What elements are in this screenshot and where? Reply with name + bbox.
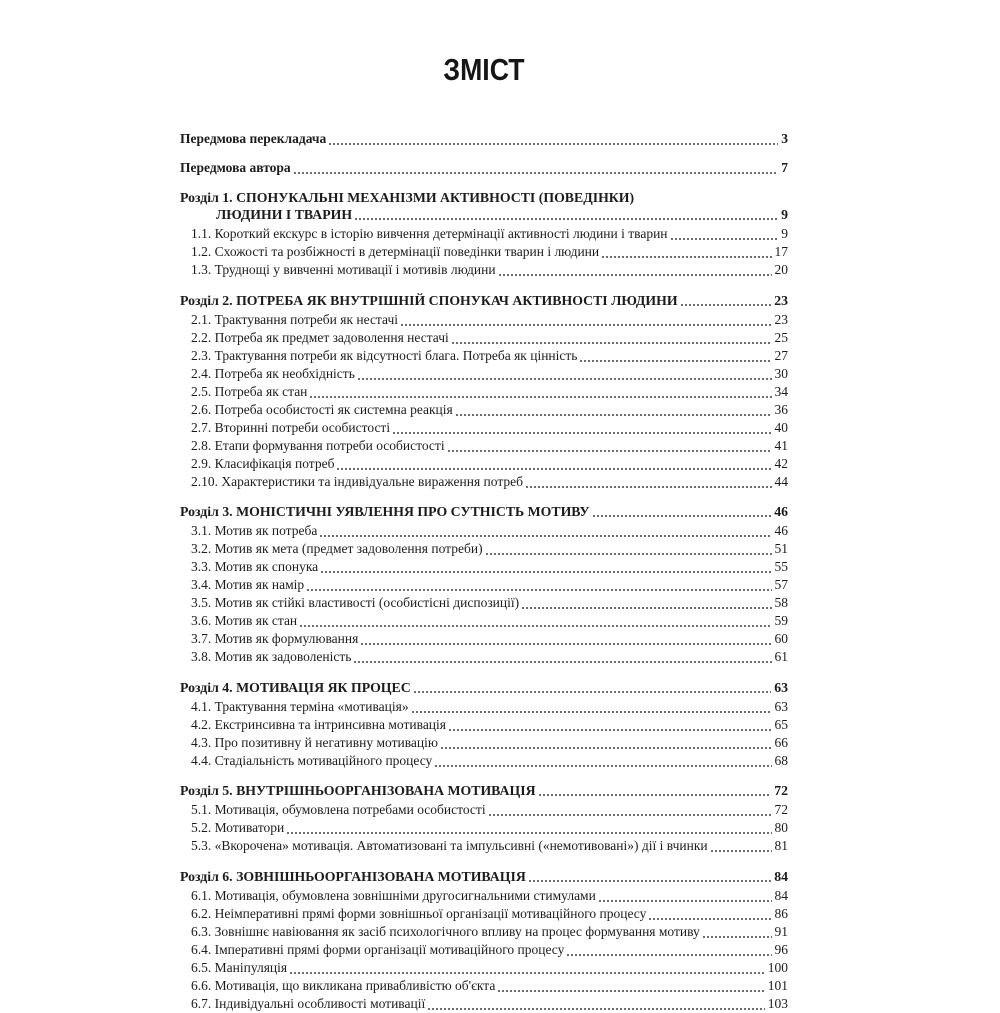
- chapter-heading: [180, 782, 788, 799]
- chapters: [180, 189, 788, 1013]
- entry-text: 2.10. Характеристики та індивідуальне вираження потреб: [191, 473, 524, 489]
- chapter-item: [180, 243, 788, 261]
- chapter-item: [180, 365, 788, 383]
- dot-leader: [354, 661, 771, 663]
- page-number: 42: [774, 455, 788, 471]
- chapter-item: [180, 455, 788, 473]
- entry-text: 4.2. Екстринсивна та інтринсивна мотивація: [191, 716, 446, 732]
- entry-text: 2.6. Потреба особистості як системна реакція: [191, 401, 453, 417]
- page-number: 72: [774, 783, 788, 798]
- page-number: 63: [774, 698, 788, 714]
- entry-text: 4.1. Трактування терміна «мотивація»: [191, 698, 409, 714]
- page-number: 25: [774, 329, 788, 345]
- dot-leader: [489, 814, 772, 816]
- dot-leader: [435, 765, 771, 767]
- entry-text: 6.1. Мотивація, обумовлена зовнішніми другосигнальними стимулами: [191, 887, 596, 903]
- dot-leader: [300, 625, 771, 627]
- dot-leader: [711, 850, 772, 852]
- page-number: 40: [774, 419, 788, 435]
- entry-text: 3.7. Мотив як формулювання: [191, 631, 359, 646]
- dot-leader: [671, 238, 779, 240]
- page-number: 36: [774, 401, 788, 417]
- page-number: 58: [774, 595, 788, 610]
- entry-text: 2.9. Класифікація потреб: [191, 455, 335, 471]
- entry-text: 2.4. Потреба як необхідність: [191, 365, 355, 381]
- chapter-item: [180, 752, 788, 770]
- entry-text: Розділ 6. ЗОВНІШНЬООРГАНІЗОВАНА МОТИВАЦІЯ: [180, 868, 526, 884]
- chapter-item: [180, 819, 788, 837]
- chapter-block: [180, 679, 788, 770]
- page-number: 34: [774, 383, 788, 399]
- dot-leader: [320, 535, 771, 537]
- page-number: 9: [781, 226, 788, 241]
- chapter-item: [180, 261, 788, 279]
- chapter-item: [180, 576, 788, 594]
- dot-leader: [452, 342, 772, 344]
- entry-text: ЛЮДИНИ І ТВАРИН: [216, 207, 353, 222]
- page-number: 51: [774, 541, 788, 556]
- chapter-block: [180, 189, 788, 279]
- entry-text: 6.2. Неімперативні прямі форми зовнішньої організації мотиваційного процесу: [191, 905, 647, 921]
- dot-leader: [441, 747, 772, 749]
- dot-leader: [649, 918, 771, 920]
- page-number: 72: [774, 802, 788, 817]
- chapter-item: [180, 522, 788, 540]
- chapter-item: [180, 558, 788, 576]
- dot-leader: [567, 954, 771, 956]
- entry-text: Розділ 5. ВНУТРІШНЬООРГАНІЗОВАНА МОТИВАЦІЯ: [180, 783, 536, 798]
- dot-leader: [593, 515, 772, 517]
- page-number: 91: [774, 923, 788, 939]
- dot-leader: [602, 256, 771, 258]
- entry-text: 3.5. Мотив як стійкі властивості (особистісні диспозиції): [191, 595, 520, 610]
- dot-leader: [414, 691, 772, 693]
- dot-leader: [486, 553, 772, 555]
- page-number: 59: [774, 613, 788, 628]
- page-number: 100: [767, 959, 788, 975]
- chapter-item: [180, 612, 788, 630]
- page-number: 81: [774, 838, 788, 853]
- chapter-item: [180, 995, 788, 1013]
- page-number: 101: [767, 977, 788, 993]
- page-number: 57: [774, 577, 788, 592]
- entry-text: 2.5. Потреба як стан: [191, 383, 308, 399]
- entry-text: 6.4. Імперативні прямі форми організації мотиваційного процесу: [191, 941, 565, 957]
- page-number: 96: [774, 941, 788, 957]
- dot-leader: [290, 972, 765, 974]
- chapter-item: [180, 887, 788, 905]
- entry-text: Передмова перекладача: [180, 131, 327, 146]
- front-matter: [180, 130, 788, 177]
- entry-text: 3.2. Мотив як мета (предмет задоволення потреби): [191, 541, 483, 556]
- entry-text: 5.2. Мотиватори: [191, 820, 285, 835]
- chapter-item: [180, 347, 788, 365]
- chapter-item: [180, 734, 788, 752]
- dot-leader: [522, 607, 771, 609]
- dot-leader: [703, 936, 772, 938]
- chapter-item: [180, 225, 788, 243]
- page-number: 61: [774, 649, 788, 664]
- page-number: 41: [774, 437, 788, 453]
- page-number: 30: [774, 365, 788, 381]
- chapter-item: [180, 941, 788, 959]
- entry-text: 4.4. Стадіальність мотиваційного процесу: [191, 752, 433, 768]
- entry-text: 1.3. Труднощі у вивченні мотивації і мотивів людини: [191, 262, 496, 277]
- page-number: 3: [781, 131, 788, 146]
- dot-leader: [599, 900, 772, 902]
- dot-leader: [539, 794, 772, 796]
- entry-text: 3.3. Мотив як спонука: [191, 559, 319, 574]
- chapter-item: [180, 311, 788, 329]
- chapter-item: [180, 383, 788, 401]
- chapter-items: [180, 698, 788, 770]
- chapter-item: [180, 329, 788, 347]
- entry-text: 3.8. Мотив як задоволеність: [191, 649, 352, 664]
- entry-text: 1.2. Схожості та розбіжності в детермінації поведінки тварин і людини: [191, 244, 600, 259]
- page-number: 17: [774, 244, 788, 259]
- dot-leader: [456, 414, 772, 416]
- dot-leader: [681, 304, 772, 306]
- page-number: 68: [774, 752, 788, 768]
- chapter-items: [180, 887, 788, 1013]
- page-number: 27: [774, 347, 788, 363]
- dot-leader: [499, 274, 772, 276]
- chapter-block: [180, 292, 788, 491]
- chapter-item: [180, 473, 788, 491]
- page-number: 20: [774, 262, 788, 277]
- entry-text: 2.7. Вторинні потреби особистості: [191, 419, 391, 435]
- entry-text: Передмова автора: [180, 159, 291, 175]
- dot-leader: [529, 880, 771, 882]
- chapter-item: [180, 716, 788, 734]
- chapter-item: [180, 630, 788, 648]
- page-number: 9: [781, 207, 788, 222]
- chapter-block: [180, 503, 788, 666]
- dot-leader: [580, 360, 771, 362]
- page-number: 46: [774, 523, 788, 538]
- dot-leader: [393, 432, 771, 434]
- dot-leader: [358, 378, 772, 380]
- page-number: 84: [774, 887, 788, 903]
- dot-leader: [401, 324, 772, 326]
- toc-page: [180, 52, 788, 1013]
- chapter-items: [180, 311, 788, 491]
- chapter-item: [180, 977, 788, 995]
- page-number: 63: [774, 679, 788, 695]
- page-number: 66: [774, 734, 788, 750]
- chapter-item: [180, 959, 788, 977]
- dot-leader: [448, 450, 772, 452]
- entry-text: 5.1. Мотивація, обумовлена потребами особистості: [191, 802, 486, 817]
- entry-text: 2.1. Трактування потреби як нестачі: [191, 311, 398, 327]
- chapter-item: [180, 923, 788, 941]
- page-number: 60: [774, 631, 788, 646]
- dot-leader: [294, 172, 779, 174]
- page-number: 23: [774, 292, 788, 308]
- table-of-contents: [180, 130, 788, 1013]
- dot-leader: [355, 218, 778, 220]
- front-matter-entry: [180, 159, 788, 177]
- chapter-heading: [180, 679, 788, 696]
- entry-text: 1.1. Короткий екскурс в історію вивчення детермінації активності людини і тварин: [191, 226, 668, 241]
- entry-text: 4.3. Про позитивну й негативну мотивацію: [191, 734, 438, 750]
- chapter-heading: [180, 292, 788, 309]
- entry-text: 6.6. Мотивація, що викликана привабливістю об'єкта: [191, 977, 496, 993]
- chapter-block: [180, 782, 788, 855]
- page-number: 55: [774, 559, 788, 574]
- entry-text: 3.4. Мотив як намір: [191, 577, 305, 592]
- entry-text: 6.7. Індивідуальні особливості мотивації: [191, 995, 426, 1011]
- dot-leader: [337, 468, 771, 470]
- chapter-item: [180, 801, 788, 819]
- entry-text: 3.1. Мотив як потреба: [191, 523, 318, 538]
- chapter-block: [180, 868, 788, 1013]
- entry-text: 6.5. Маніпуляція: [191, 959, 288, 975]
- chapter-item: [180, 401, 788, 419]
- chapter-heading: [180, 868, 788, 885]
- entry-text: 2.3. Трактування потреби як відсутності блага. Потреба як цінність: [191, 347, 578, 363]
- dot-leader: [287, 832, 771, 834]
- dot-leader: [310, 396, 771, 398]
- entry-text: 2.2. Потреба як предмет задоволення нестачі: [191, 329, 449, 345]
- dot-leader: [329, 143, 778, 145]
- page-number: 80: [774, 820, 788, 835]
- page-number: 46: [774, 504, 788, 519]
- chapter-item: [180, 905, 788, 923]
- chapter-heading: [180, 503, 788, 520]
- entry-text: 3.6. Мотив як стан: [191, 613, 298, 628]
- dot-leader: [428, 1008, 765, 1010]
- chapter-items: [180, 225, 788, 279]
- page-title: ЗМІСТ: [443, 52, 525, 87]
- chapter-item: [180, 437, 788, 455]
- chapter-item: [180, 594, 788, 612]
- dot-leader: [321, 571, 771, 573]
- chapter-item: [180, 648, 788, 666]
- page-number: 86: [774, 905, 788, 921]
- page-number: 65: [774, 716, 788, 732]
- dot-leader: [526, 486, 771, 488]
- entry-text: Розділ 3. МОНІСТИЧНІ УЯВЛЕННЯ ПРО СУТНІСТЬ МОТИВУ: [180, 504, 590, 519]
- dot-leader: [498, 990, 764, 992]
- chapter-heading-continuation: [180, 206, 788, 223]
- page-number: 44: [774, 473, 788, 489]
- entry-text: Розділ 4. МОТИВАЦІЯ ЯК ПРОЦЕС: [180, 679, 411, 695]
- dot-leader: [361, 643, 771, 645]
- dot-leader: [307, 589, 771, 591]
- front-matter-entry: [180, 130, 788, 148]
- chapter-items: [180, 522, 788, 666]
- page-number: 23: [774, 311, 788, 327]
- chapter-item: [180, 540, 788, 558]
- chapter-heading: Розділ 1. СПОНУКАЛЬНІ МЕХАНІЗМИ АКТИВНОСТІ (ПОВЕДІНКИ): [180, 190, 635, 205]
- chapter-items: [180, 801, 788, 855]
- entry-text: Розділ 2. ПОТРЕБА ЯК ВНУТРІШНІЙ СПОНУКАЧ АКТИВНОСТІ ЛЮДИНИ: [180, 292, 678, 308]
- page-number: 103: [767, 995, 788, 1011]
- chapter-item: [180, 837, 788, 855]
- dot-leader: [449, 729, 772, 731]
- page-number: 7: [781, 159, 788, 175]
- dot-leader: [412, 711, 772, 713]
- page-number: 84: [774, 868, 788, 884]
- entry-text: 6.3. Зовнішнє навіювання як засіб психологічного впливу на процес формування мотиву: [191, 923, 700, 939]
- entry-text: 5.3. «Вкорочена» мотивація. Автоматизовані та імпульсивні («немотивовані») дії і вчинки: [191, 838, 708, 853]
- chapter-item: [180, 419, 788, 437]
- chapter-item: [180, 698, 788, 716]
- entry-text: 2.8. Етапи формування потреби особистості: [191, 437, 445, 453]
